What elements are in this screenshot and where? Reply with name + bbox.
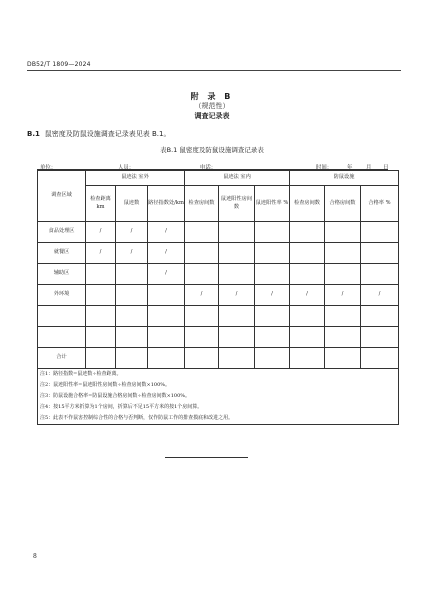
row-label xyxy=(38,327,86,348)
table-cell: / xyxy=(219,285,255,306)
table-cell: / xyxy=(325,285,361,306)
meta-phone: 电话： xyxy=(200,165,217,171)
table-row xyxy=(38,285,399,306)
table-row xyxy=(38,306,399,327)
row-label: 外环境 xyxy=(38,285,86,306)
note-row xyxy=(38,391,399,402)
row-label: 就餐区 xyxy=(38,243,86,264)
table-cell xyxy=(116,264,148,285)
table-cell xyxy=(116,306,148,327)
table-cell xyxy=(361,243,399,264)
table-cell xyxy=(325,327,361,348)
table-row xyxy=(38,222,399,243)
note-row xyxy=(38,413,399,425)
table-cell: / xyxy=(148,222,185,243)
survey-table xyxy=(37,170,399,425)
group-outdoor-header: 鼠迹法 室外 xyxy=(86,171,185,186)
table-cell xyxy=(116,327,148,348)
table-cell xyxy=(185,348,219,369)
row-label xyxy=(38,306,86,327)
col-header: 检查房间数 xyxy=(290,186,325,222)
table-cell xyxy=(255,327,290,348)
table-cell xyxy=(86,264,116,285)
note-row xyxy=(38,380,399,391)
table-note: 注5：此表不作鼠害控制综合性的合格与否判断，仅作防鼠工作的排查摸底和改进之用。 xyxy=(38,413,399,425)
meta-unit: 单位： xyxy=(40,165,57,171)
table-cell xyxy=(148,348,185,369)
table-cell xyxy=(361,306,399,327)
table-cell xyxy=(86,306,116,327)
table-row xyxy=(38,243,399,264)
table-cell xyxy=(255,348,290,369)
table-cell xyxy=(185,327,219,348)
appendix-title: 调查记录表 xyxy=(194,112,230,120)
table-caption: 表B.1 鼠密度及防鼠设施调查记录表 xyxy=(160,146,264,154)
appendix-label: 附 录 B xyxy=(190,92,234,101)
table-cell xyxy=(361,264,399,285)
col-header: 检查房间数 xyxy=(185,186,219,222)
table-cell xyxy=(290,243,325,264)
row-label: 食品处理区 xyxy=(38,222,86,243)
row-label: 合计 xyxy=(38,348,86,369)
table-cell xyxy=(219,327,255,348)
table-cell xyxy=(325,348,361,369)
table-cell: / xyxy=(290,285,325,306)
table-cell xyxy=(148,327,185,348)
meta-day: 日 xyxy=(383,165,389,171)
col-header: 检查距离 km xyxy=(86,186,116,222)
meta-person: 人员： xyxy=(118,165,135,171)
section-number: B.1 xyxy=(27,130,40,138)
table-cell xyxy=(361,348,399,369)
table-cell xyxy=(290,222,325,243)
group-facility-header: 防鼠设施 xyxy=(290,171,399,186)
section-text: 鼠密度及防鼠设施调查记录表见表 B.1。 xyxy=(44,130,171,138)
section-heading xyxy=(27,129,170,139)
page-number: 8 xyxy=(33,553,37,560)
col-header: 鼠迹数 xyxy=(116,186,148,222)
table-note: 注3：防鼠设施合格率=防鼠设施合格房间数÷检查房间数×100%。 xyxy=(38,391,399,402)
col-header: 合格房间数 xyxy=(325,186,361,222)
table-cell xyxy=(148,285,185,306)
table-cell xyxy=(185,306,219,327)
table-cell: / xyxy=(148,243,185,264)
table-cell: / xyxy=(116,222,148,243)
table-cell xyxy=(255,222,290,243)
header-rule xyxy=(27,70,401,71)
table-cell xyxy=(255,264,290,285)
table-cell xyxy=(290,264,325,285)
table-cell xyxy=(185,222,219,243)
table-cell xyxy=(219,306,255,327)
table-cell xyxy=(255,243,290,264)
table-note: 注4：按15平方米折算为1个房间，折算后不足15平方米的按1个房间算。 xyxy=(38,402,399,413)
table-cell xyxy=(290,306,325,327)
table-cell: / xyxy=(116,243,148,264)
table-cell xyxy=(219,222,255,243)
table-row xyxy=(38,264,399,285)
table-cell: / xyxy=(185,285,219,306)
table-cell xyxy=(116,285,148,306)
col-header: 鼠迹阳性率 % xyxy=(255,186,290,222)
table-cell xyxy=(290,348,325,369)
table-note: 注2：鼠迹阳性率=鼠迹阳性房间数÷检查房间数×100%。 xyxy=(38,380,399,391)
meta-month: 月 xyxy=(366,165,372,171)
table-row xyxy=(38,327,399,348)
table-cell xyxy=(219,264,255,285)
table-cell xyxy=(148,306,185,327)
table-cell xyxy=(325,222,361,243)
table-cell: / xyxy=(148,264,185,285)
region-header: 调查区域 xyxy=(38,171,86,222)
note-row xyxy=(38,402,399,413)
table-cell xyxy=(325,264,361,285)
document-code: DB52/T 1809—2024 xyxy=(27,61,91,68)
table-cell xyxy=(361,222,399,243)
table-cell xyxy=(86,348,116,369)
table-cell xyxy=(325,243,361,264)
table-cell xyxy=(185,243,219,264)
table-cell: / xyxy=(255,285,290,306)
table-cell xyxy=(185,264,219,285)
table-cell xyxy=(219,243,255,264)
table-cell xyxy=(361,327,399,348)
group-indoor-header: 鼠迹法 室内 xyxy=(185,171,290,186)
table-cell xyxy=(219,348,255,369)
col-header: 路径指数处/km xyxy=(148,186,185,222)
col-header: 合格率 % xyxy=(361,186,399,222)
end-rule xyxy=(165,457,248,458)
meta-time: 时间： xyxy=(316,165,333,171)
table-note: 注1：路径指数=鼠迹数÷检查距离。 xyxy=(38,369,399,381)
table-cell xyxy=(116,348,148,369)
note-row xyxy=(38,369,399,381)
meta-year: 年 xyxy=(347,165,353,171)
col-header: 鼠迹阳性房间数 xyxy=(219,186,255,222)
appendix-normative: （规范性） xyxy=(194,102,230,110)
table-cell xyxy=(290,327,325,348)
table-row xyxy=(38,348,399,369)
table-cell xyxy=(86,285,116,306)
table-cell xyxy=(86,327,116,348)
table-cell: / xyxy=(86,222,116,243)
table-cell xyxy=(255,306,290,327)
table-cell: / xyxy=(361,285,399,306)
table-cell: / xyxy=(86,243,116,264)
table-cell xyxy=(325,306,361,327)
row-label: 辅助区 xyxy=(38,264,86,285)
